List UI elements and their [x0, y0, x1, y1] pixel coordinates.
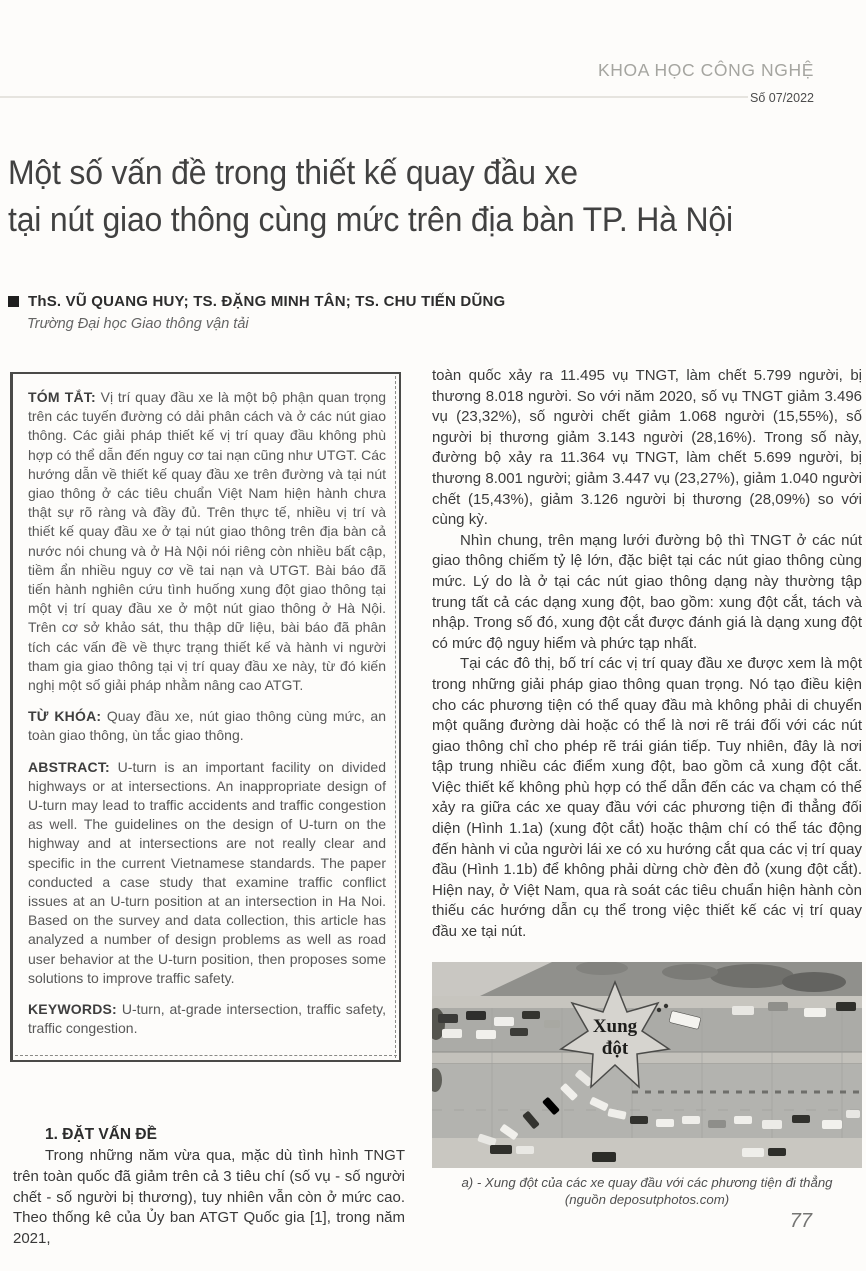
abstract-paragraph — [28, 758, 386, 988]
page-number: 77 — [789, 1210, 812, 1232]
article-title — [8, 150, 807, 244]
title-line-2: tại nút giao thông cùng mức trên địa bàn TP. Hà Nội — [8, 201, 733, 239]
header-divider — [0, 96, 748, 98]
figure-1-1a — [432, 962, 862, 1208]
keywords-text: U-turn, at-grade intersection, traffic safety, traffic congestion. — [28, 1001, 387, 1037]
right-column — [432, 366, 862, 943]
section-1-heading: 1. ĐẶT VẤN ĐỀ — [45, 1126, 157, 1143]
tu-khoa-text: Quay đầu xe, nút giao thông cùng mức, an toàn giao thông, ùn tắc giao thông. — [28, 708, 387, 744]
figure-caption — [432, 1174, 862, 1208]
keywords-paragraph — [28, 1000, 386, 1038]
tom-tat-label: TÓM TẮT: — [28, 389, 96, 405]
body-paragraph-3: Tại các đô thị, bố trí các vị trí quay đầu xe được xem là một trong những giải pháp giao thông quan trọng. Nó tạo điều kiện cho các phương tiện có thể quay đầu mà không phải di chuyển một quãng đường dài hoặc có thể là nơi rẽ trái đối với các nút giao thông chỉ cho phép rẽ trái gián tiếp. Tuy nhiên, đây là nơi tập trung nhiều các điểm xung đột, bao gồm cả xung đột cắt. Việc thiết kế không phù hợp có thể dẫn đến các va chạm có thể xảy ra giữa các xe quay đầu với các phương tiện đi thẳng đối diện (Hình 1.1a) (xung đột cắt) hoặc thậm chí có thể tác động đến hành vi của người lái xe có xu hướng cắt qua các vị trí quay đầu (Hình 1.1b) để không phải dừng chờ đèn đỏ (xung đột cắt). Hiện nay, ở Việt Nam, qua rà soát các tiêu chuẩn hiện hành còn thiếu các hướng dẫn cụ thể trong việc thiết kế các vị trí quay đầu xe tại nút. — [432, 655, 862, 941]
figure-caption-text: a) - Xung đột của các xe quay đầu với các phương tiện đi thẳng — [461, 1175, 833, 1190]
square-bullet-icon — [8, 296, 19, 307]
body-paragraph-1: toàn quốc xảy ra 11.495 vụ TNGT, làm chết 5.799 người, bị thương 8.018 người. So với năm 2020, số vụ TNGT giảm 3.496 vụ (23,32%), số người chết giảm 1.068 người (15,55%), số người bị thương giảm 3.143 người (28,16%). Trong số này, đường bộ xảy ra 11.364 vụ TNGT, làm chết 5.699 người, bị thương 8.001 người; giảm 3.447 vụ (23,27%), giảm 1.040 người chết (15,43%), giảm 3.126 người bị thương (28,09%) so với cùng kỳ. — [432, 367, 862, 529]
tom-tat-paragraph — [28, 388, 386, 695]
body-paragraph-2: Nhìn chung, trên mạng lưới đường bộ thì TNGT ở các nút giao thông chiếm tỷ lệ lớn, đặc biệt tại các nút giao thông cùng mức. Lý do là ở tại các nút giao thông dạng này thường tập trung tất cả các dạng xung đột, bao gồm: xung đột cắt, tách và nhập. Trong số đó, xung đột cắt được đánh giá là dạng xung đột có mức độ nguy hiểm và phức tạp nhất. — [432, 531, 862, 652]
journal-name: KHOA HỌC CÔNG NGHỆ — [598, 60, 814, 80]
authors-row — [8, 293, 728, 310]
figure-caption-source: (nguồn deposutphotos.com) — [564, 1192, 730, 1207]
abstract-text: U-turn is an important facility on divided highways or at intersections. An inappropriate design of U-turn may lead to traffic accidents and traffic congestion as well. The guidelines on the design of U-turn on the highway and at intersections are not really clear and specific in the current Vietnamese standards. The paper conducted a case study that examine traffic conflict issues at an U-turn position at an intersection in Ha Noi. Based on the survey and data collection, this article has analyzed a number of design problems as well as road user behavior at the U-turn position, then proposes some solutions to improve traffic safety. — [28, 758, 387, 986]
authors-names: ThS. VŨ QUANG HUY; TS. ĐẶNG MINH TÂN; TS. CHU TIẾN DŨNG — [28, 293, 506, 310]
uturn-conflict-photo — [432, 962, 862, 1168]
conflict-star-label-line2: đột — [601, 1038, 629, 1059]
issue-number: Số 07/2022 — [750, 91, 814, 105]
tu-khoa-label: TỪ KHÓA: — [28, 708, 102, 725]
abstract-box — [10, 372, 401, 1062]
title-line-1: Một số vấn đề trong thiết kế quay đầu xe — [8, 154, 578, 192]
tom-tat-text: Vị trí quay đầu xe là một bộ phận quan trọng trên các tuyến đường có dải phân cách và ở các nút giao thông. Các giải pháp thiết kế vị trí quay đầu không phù hợp có thể dẫn đến nguy cơ tai nạn cũng như UTGT. Các hướng dẫn về thiết kế quay đầu xe trên đường và tại nút giao thông ở các tiêu chuẩn Việt Nam hiện hành chưa thật sự rõ ràng và đầy đủ. Trên thực tế, nhiều vị trí và thiết kế quay đầu xe ở tại nút giao thông trên địa bàn cả nước nói chung và ở Hà Nội nói riêng còn nhiều bất cập, tiềm ẩn nhiều nguy cơ về tai nạn và UTGT. Bài báo đã tiến hành nghiên cứu tình huống xung đột giao thông tại một vị trí quay đầu xe ở một nút giao thông ở Hà Nội. Trên cơ sở khảo sát, thu thập dữ liệu, bài báo đã phân tích các vấn đề về thực trạng thiết kế và hành vi người tham gia giao thông tại vị trí quay đầu xe này, từ đó kiến nghị một số giải pháp nhằm nâng cao ATGT. — [28, 389, 387, 694]
section-1-paragraph: Trong những năm vừa qua, mặc dù tình hình TNGT trên toàn quốc đã giảm trên cả 3 tiêu chí (số vụ - số người chết - số người bị thương), tuy nhiên vẫn còn ở mức cao. Theo thống kê của Ủy ban ATGT Quốc gia [1], trong năm 2021, — [13, 1147, 405, 1248]
abstract-label: ABSTRACT: — [28, 758, 110, 775]
keywords-label: KEYWORDS: — [28, 1001, 117, 1018]
affiliation: Trường Đại học Giao thông vận tải — [27, 316, 249, 332]
conflict-star-label-line1: Xung — [592, 1016, 638, 1037]
tu-khoa-paragraph — [28, 707, 386, 745]
